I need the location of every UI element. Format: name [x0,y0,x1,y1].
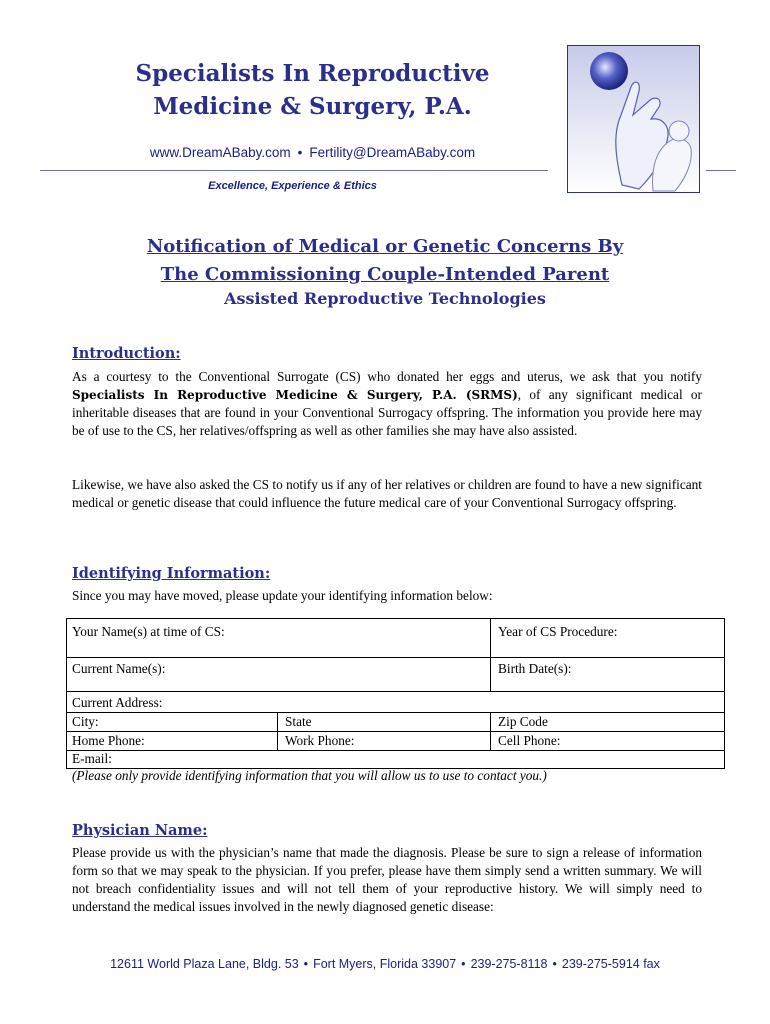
current-address-field[interactable]: Current Address: [72,695,163,710]
intro-practice-name: Specialists In Reproductive Medicine & Surgery, P.A. (SRMS) [72,388,518,402]
separator-dot: • [461,957,466,971]
physician-instructions: Please provide us with the physician’s name that made the diagnosis. Please be sure to sign a release of information form so that we may speak to the physician. If you prefer, please have them simply send a written summary. We will not breach confidentiality issues and will not tell them of your reproductive history. We will simply need to understand the medical issues involved in the newly diagnosed genetic disease: [72,845,702,914]
document-subtitle: Assisted Reproductive Technologies [224,289,546,308]
table-divider [490,712,491,750]
contact-line [40,145,585,160]
footer-city: Fort Myers, Florida 33907 [313,957,457,971]
contact-permission-note: (Please only provide identifying information that you will allow us to use to contact you.) [72,768,547,783]
year-of-cs-field[interactable]: Year of CS Procedure: [498,624,618,639]
zip-code-field[interactable]: Zip Code [498,714,548,729]
introduction-paragraph-2: Likewise, we have also asked the CS to notify us if any of her relatives or children are found to have a new significant medical or genetic disease that could influence the future medical care of your Conventional Surrogacy offspring. [72,477,702,510]
orb-icon [590,52,628,90]
state-field[interactable]: State [285,714,312,729]
practice-name [40,57,585,123]
home-phone-field[interactable]: Home Phone: [72,733,145,748]
practice-name-line2: Medicine & Surgery, P.A. [153,93,472,120]
email-field[interactable]: E-mail: [72,751,112,766]
table-divider [490,619,491,691]
footer-address [40,957,730,971]
practice-logo [567,45,700,193]
header-divider-right [706,170,736,171]
current-names-field[interactable]: Current Name(s): [72,661,166,676]
intro-text-end: , of any significant medical or inheritable diseases that are found in your Conventional Surrogacy offspring. The information you provide here may be of use to the CS, her relatives/offspring as well as other families she may have also assisted. [72,387,702,438]
separator-dot: • [297,145,303,160]
website-link[interactable]: www.DreamABaby.com [149,145,291,160]
identifying-heading: Identifying Information: [72,565,271,582]
separator-dot: • [303,957,309,971]
table-divider [67,731,724,732]
document-title [40,233,730,289]
introduction-heading: Introduction: [72,345,181,362]
cell-phone-field[interactable]: Cell Phone: [498,733,561,748]
table-divider [67,750,724,751]
tagline: Excellence, Experience & Ethics [208,180,377,192]
footer-street: 12611 World Plaza Lane, Bldg. 53 [110,957,299,971]
document-title-line1: Notification of Medical or Genetic Concerns By [146,236,624,257]
footer-fax: 239-275-5914 fax [561,957,660,971]
birth-dates-field[interactable]: Birth Date(s): [498,661,572,676]
footer-phone: 239-275-8118 [470,957,548,971]
identifying-instructions: Since you may have moved, please update your identifying information below: [72,588,493,603]
table-divider [67,657,724,658]
practice-name-line1: Specialists In Reproductive [135,60,490,87]
header-divider [40,170,548,171]
work-phone-field[interactable]: Work Phone: [285,733,355,748]
introduction-paragraph-1 [72,368,702,440]
city-field[interactable]: City: [72,714,99,729]
intro-text-start: As a courtesy to the Conventional Surrogate (CS) who donated her eggs and uterus, we ask that you notify [72,369,702,384]
physician-heading: Physician Name: [72,822,208,839]
email-link[interactable]: Fertility@DreamABaby.com [309,145,476,160]
identifying-info-table [66,618,725,769]
table-divider [67,712,724,713]
separator-dot: • [552,957,557,971]
document-title-line2: The Commissioning Couple-Intended Parent [160,264,610,285]
table-divider [277,712,278,750]
names-at-cs-field[interactable]: Your Name(s) at time of CS: [72,624,225,639]
table-divider [67,691,724,692]
